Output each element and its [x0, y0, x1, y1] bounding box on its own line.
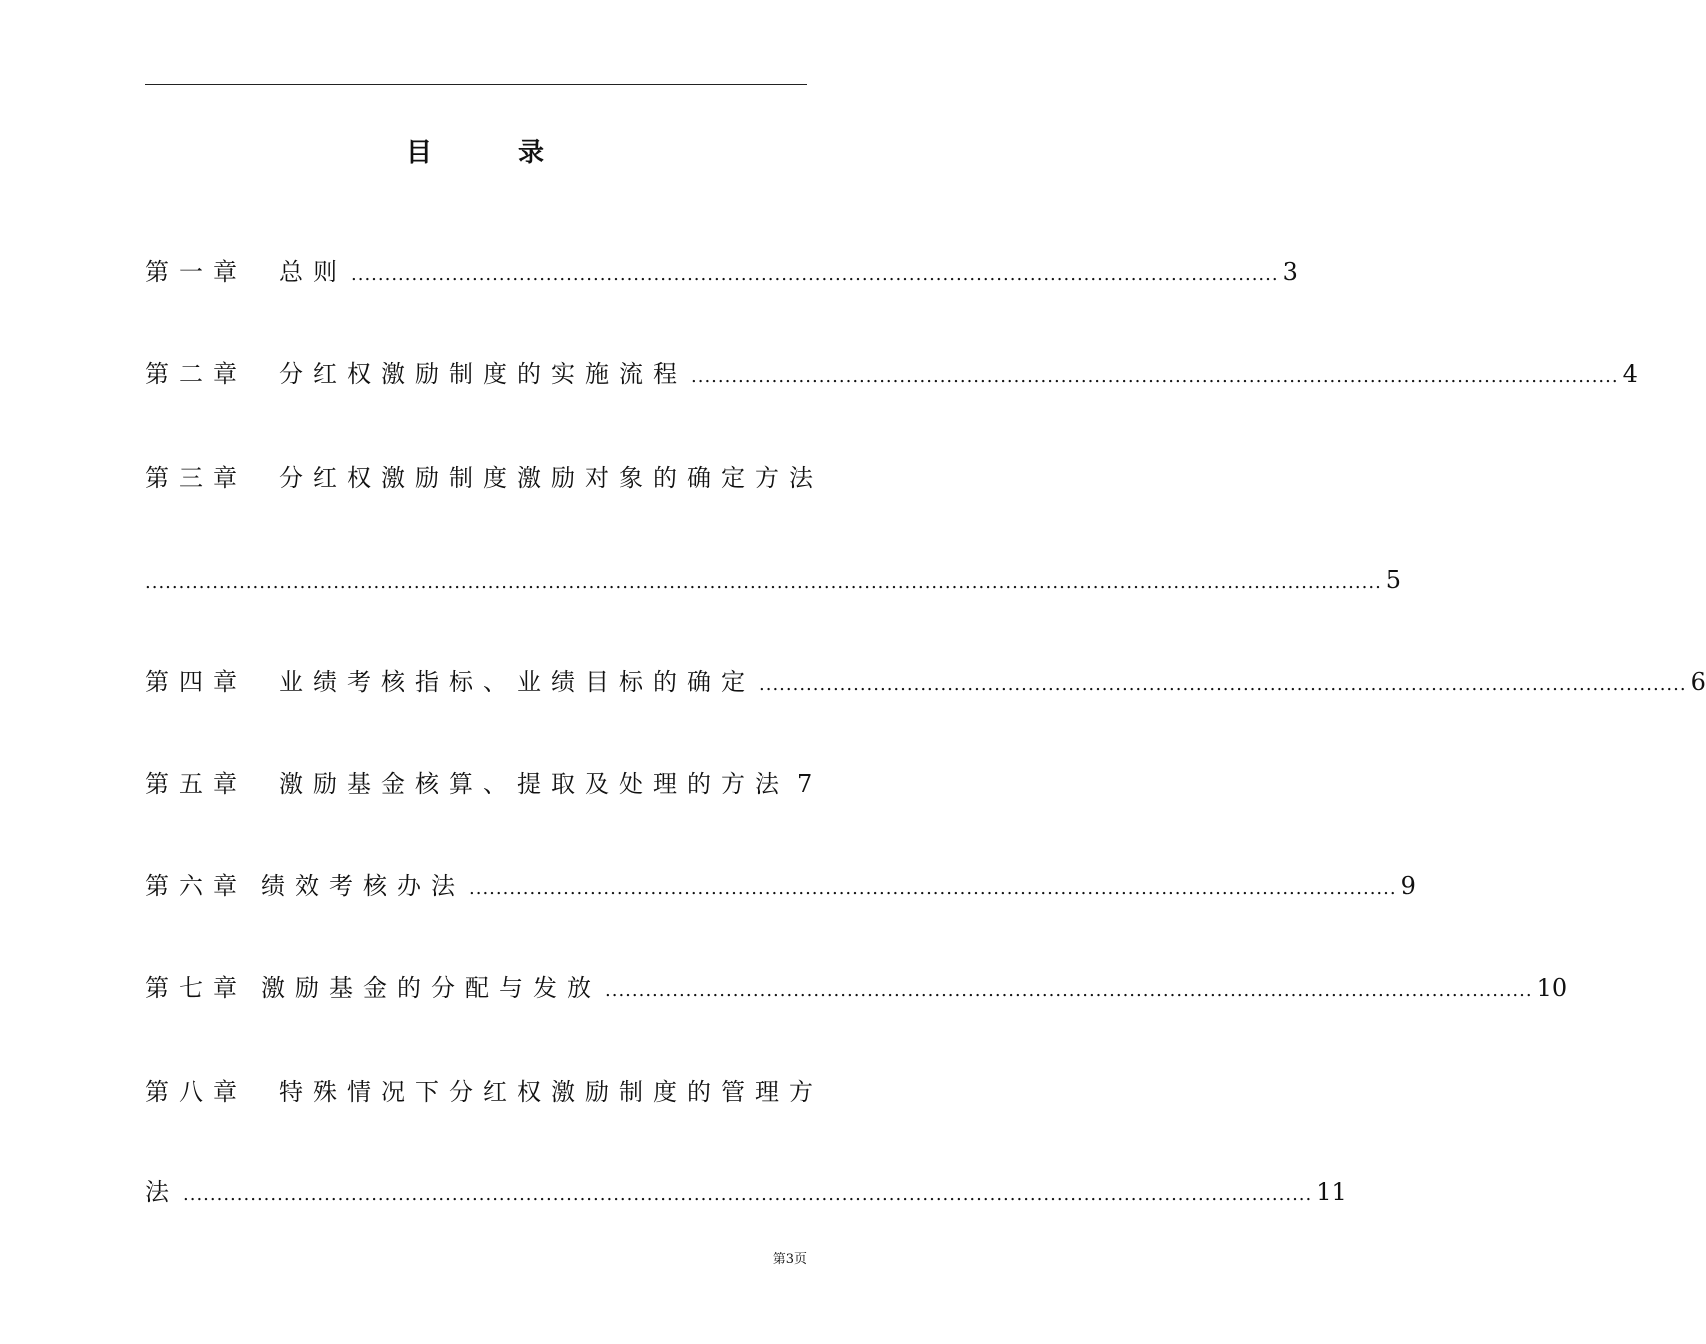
page-footer-number: 第3页 — [772, 1252, 807, 1267]
toc-entry-3-continuation[interactable] — [145, 564, 1402, 596]
toc-entry-title: 分红权激励制度的实施流程 — [279, 360, 687, 388]
header-rule — [145, 84, 807, 85]
toc-page-number: 10 — [1536, 974, 1568, 1002]
toc-chapter-label: 第三章 — [145, 464, 247, 492]
toc-page-number: 6 — [1690, 668, 1706, 696]
toc-entry-title-continued: 法 — [145, 1178, 179, 1206]
toc-entry-title: 业绩考核指标、业绩目标的确定 — [279, 668, 755, 696]
toc-entry-title: 总则 — [279, 258, 347, 286]
toc-page-number: 4 — [1622, 360, 1638, 388]
toc-chapter-label: 第一章 — [145, 258, 247, 286]
toc-leader-dots: .......................................................................................................................................... — [691, 366, 1619, 387]
toc-page-number: 3 — [1282, 258, 1298, 286]
toc-entry-title: 绩效考核办法 — [261, 872, 465, 900]
toc-entry-5[interactable] — [145, 768, 813, 800]
toc-entry-1[interactable] — [145, 256, 1298, 288]
toc-entry-6[interactable] — [145, 870, 1416, 902]
toc-page-number: 11 — [1316, 1178, 1347, 1206]
toc-page-number: 5 — [1385, 566, 1402, 594]
toc-leader-dots: ........................................................................................................................................................................................ — [145, 572, 1382, 593]
toc-leader-dots: .......................................................................................................................................... — [469, 878, 1397, 899]
toc-entry-8-continuation[interactable] — [145, 1176, 1347, 1208]
toc-leader-dots: .......................................................................................................................................... — [351, 264, 1279, 285]
toc-entry-title: 特殊情况下分红权激励制度的管理方 — [279, 1078, 823, 1106]
toc-chapter-label: 第六章 — [145, 872, 247, 900]
toc-title: 目 录 — [405, 138, 574, 168]
toc-entry-title: 激励基金核算、提取及处理的方法 — [279, 770, 789, 798]
toc-entry-8[interactable] — [145, 1076, 823, 1108]
toc-leader-dots: .......................................................................................................................................... — [605, 980, 1533, 1001]
toc-chapter-label: 第二章 — [145, 360, 247, 388]
toc-chapter-label: 第八章 — [145, 1078, 247, 1106]
toc-entry-2[interactable] — [145, 358, 1638, 390]
toc-leader-dots: ........................................................................................................................................................................ — [183, 1184, 1313, 1205]
toc-entry-3[interactable] — [145, 462, 823, 494]
toc-entry-7[interactable] — [145, 972, 1568, 1004]
toc-chapter-label: 第四章 — [145, 668, 247, 696]
toc-leader-dots: .......................................................................................................................................... — [759, 674, 1687, 695]
toc-entry-title: 分红权激励制度激励对象的确定方法 — [279, 464, 823, 492]
toc-entry-4[interactable] — [145, 666, 1706, 698]
toc-chapter-label: 第五章 — [145, 770, 247, 798]
toc-chapter-label: 第七章 — [145, 974, 247, 1002]
toc-entry-title: 激励基金的分配与发放 — [261, 974, 601, 1002]
toc-page-number: 7 — [797, 770, 813, 798]
toc-page-number: 9 — [1400, 872, 1416, 900]
